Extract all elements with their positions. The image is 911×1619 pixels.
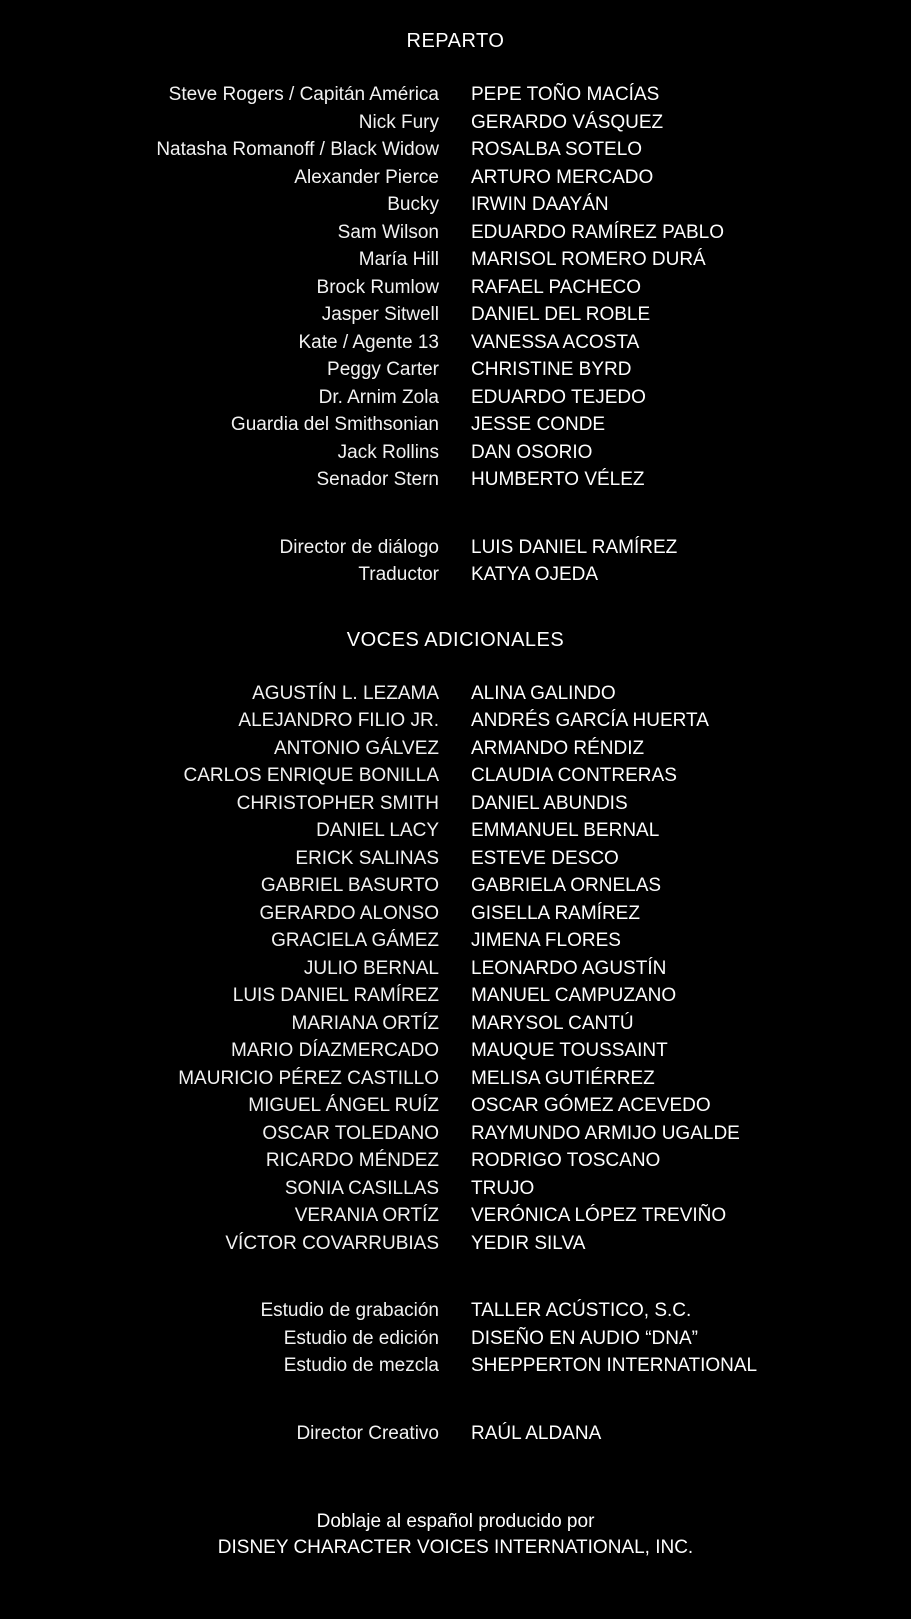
voice-name-right: EMMANUEL BERNAL <box>471 820 660 841</box>
table-row <box>0 1147 911 1175</box>
voice-name-right: RAYMUNDO ARMIJO UGALDE <box>471 1122 740 1144</box>
spacer <box>0 652 911 680</box>
voice-name-right: MARYSOL CANTÚ <box>471 1012 634 1034</box>
voice-name-right: LEONARDO AGUSTÍN <box>471 957 667 979</box>
studio-name: DISEÑO EN AUDIO “DNA” <box>471 1327 698 1349</box>
cast-role: Senador Stern <box>316 469 439 490</box>
voice-name-right: GISELLA RAMÍREZ <box>471 902 640 924</box>
voice-name-right: ANDRÉS GARCÍA HUERTA <box>471 710 709 731</box>
voice-name-right: RODRIGO TOSCANO <box>471 1150 661 1171</box>
table-row <box>0 900 911 928</box>
voice-name-right: MANUEL CAMPUZANO <box>471 985 677 1006</box>
spacer <box>0 1447 911 1487</box>
voice-name-left: MARIO DÍAZMERCADO <box>231 1040 439 1061</box>
voice-name-left: CARLOS ENRIQUE BONILLA <box>183 765 439 786</box>
voice-name-right: ALINA GALINDO <box>471 682 616 704</box>
table-row <box>0 1230 911 1258</box>
voice-name-left: DANIEL LACY <box>316 820 439 841</box>
spacer <box>0 494 911 534</box>
table-row <box>0 1010 911 1038</box>
additional-voices-table <box>0 680 911 1258</box>
voice-name-left: MIGUEL ÁNGEL RUÍZ <box>248 1095 439 1116</box>
creative-body <box>0 1420 911 1448</box>
footer-credit <box>0 1509 911 1561</box>
table-row <box>0 384 911 412</box>
cast-actor: JESSE CONDE <box>471 414 606 435</box>
cast-role: Nick Fury <box>358 111 439 133</box>
table-row <box>0 1325 911 1353</box>
additional-voices-heading: VOCES ADICIONALES <box>346 628 565 651</box>
voice-name-left: JULIO BERNAL <box>303 957 439 979</box>
cast-role: Guardia del Smithsonian <box>230 414 439 435</box>
cast-table <box>0 81 911 494</box>
crew-role: Director de diálogo <box>279 536 439 558</box>
table-row <box>0 707 911 735</box>
voice-name-right: TRUJO <box>471 1177 535 1199</box>
crew-name: KATYA OJEDA <box>471 564 599 585</box>
voice-name-left: AGUSTÍN L. LEZAMA <box>252 682 439 704</box>
voice-name-right: OSCAR GÓMEZ ACEVEDO <box>471 1095 711 1116</box>
spacer <box>0 1257 911 1297</box>
cast-actor: PEPE TOÑO MACÍAS <box>471 84 660 105</box>
table-row <box>0 872 911 900</box>
cast-heading: REPARTO <box>406 30 505 52</box>
cast-role: Natasha Romanoff / Black Widow <box>156 139 439 160</box>
creative-role: Director Creativo <box>296 1422 439 1444</box>
voice-name-left: OSCAR TOLEDANO <box>262 1122 439 1144</box>
cast-role: Brock Rumlow <box>316 276 439 298</box>
table-row <box>0 411 911 439</box>
table-row <box>0 466 911 494</box>
table-row <box>0 790 911 818</box>
table-row <box>0 1092 911 1120</box>
voice-name-left: LUIS DANIEL RAMÍREZ <box>232 985 439 1006</box>
spacer <box>0 1487 911 1509</box>
studio-role: Estudio de edición <box>283 1327 439 1349</box>
spacer <box>0 589 911 629</box>
studios-table <box>0 1297 911 1380</box>
voice-name-right: MAUQUE TOUSSAINT <box>471 1040 668 1061</box>
voice-name-left: ANTONIO GÁLVEZ <box>273 737 439 759</box>
voice-name-left: RICARDO MÉNDEZ <box>265 1150 439 1171</box>
voice-name-left: GABRIEL BASURTO <box>260 875 439 896</box>
voice-name-right: GABRIELA ORNELAS <box>471 875 662 896</box>
table-row <box>0 534 911 562</box>
table-row <box>0 817 911 845</box>
cast-actor: VANESSA ACOSTA <box>471 331 640 353</box>
crew-role: Traductor <box>358 564 439 585</box>
voice-name-right: ESTEVE DESCO <box>471 847 619 869</box>
crew-name: LUIS DANIEL RAMÍREZ <box>471 536 678 558</box>
cast-role: Jack Rollins <box>337 441 439 463</box>
cast-actor: GERARDO VÁSQUEZ <box>471 111 664 133</box>
table-row <box>0 1352 911 1380</box>
table-row <box>0 927 911 955</box>
voice-name-right: ARMANDO RÉNDIZ <box>471 737 645 759</box>
cast-actor: EDUARDO TEJEDO <box>471 386 646 408</box>
voice-name-right: MELISA GUTIÉRREZ <box>471 1067 655 1089</box>
table-row <box>0 81 911 109</box>
voice-name-right: VERÓNICA LÓPEZ TREVIÑO <box>471 1205 727 1226</box>
table-row <box>0 1037 911 1065</box>
table-row <box>0 301 911 329</box>
studio-name: TALLER ACÚSTICO, S.C. <box>471 1300 692 1321</box>
table-row <box>0 439 911 467</box>
voice-name-left: CHRISTOPHER SMITH <box>236 792 439 814</box>
cast-actor: ROSALBA SOTELO <box>471 139 643 160</box>
footer-line-1: Doblaje al español producido por <box>316 1511 595 1532</box>
cast-role: Dr. Arnim Zola <box>318 386 439 408</box>
spacer <box>0 1380 911 1420</box>
voice-name-left: ERICK SALINAS <box>295 847 439 869</box>
table-row <box>0 762 911 790</box>
table-row <box>0 955 911 983</box>
cast-actor: CHRISTINE BYRD <box>471 359 632 380</box>
table-row <box>0 735 911 763</box>
voice-name-left: MARIANA ORTÍZ <box>291 1012 439 1034</box>
cast-role: Peggy Carter <box>327 359 439 380</box>
voice-name-right: CLAUDIA CONTRERAS <box>471 765 677 786</box>
cast-actor: DAN OSORIO <box>471 441 593 463</box>
cast-role: Kate / Agente 13 <box>298 331 439 353</box>
dialogue-crew-body <box>0 534 911 589</box>
table-row <box>0 1202 911 1230</box>
table-row <box>0 109 911 137</box>
voice-name-left: ALEJANDRO FILIO JR. <box>238 710 439 731</box>
table-row <box>0 1065 911 1093</box>
table-row <box>0 356 911 384</box>
voice-name-right: YEDIR SILVA <box>471 1232 586 1254</box>
table-row <box>0 680 911 708</box>
voice-name-left: VÍCTOR COVARRUBIAS <box>225 1232 439 1254</box>
cast-actor: MARISOL ROMERO DURÁ <box>471 249 706 270</box>
table-row <box>0 845 911 873</box>
table-row <box>0 219 911 247</box>
voice-name-left: GERARDO ALONSO <box>259 902 439 924</box>
table-row <box>0 982 911 1010</box>
table-row <box>0 246 911 274</box>
studio-role: Estudio de grabación <box>260 1300 439 1321</box>
studio-name: SHEPPERTON INTERNATIONAL <box>471 1355 758 1376</box>
table-row <box>0 1420 911 1448</box>
cast-role: Bucky <box>387 194 439 215</box>
voice-name-left: VERANIA ORTÍZ <box>294 1205 439 1226</box>
studios-body <box>0 1297 911 1380</box>
cast-actor: ARTURO MERCADO <box>471 166 654 188</box>
dialogue-crew-table <box>0 534 911 589</box>
creative-name: RAÚL ALDANA <box>471 1422 602 1444</box>
footer-line-2: DISNEY CHARACTER VOICES INTERNATIONAL, INC. <box>217 1537 694 1558</box>
voice-name-left: MAURICIO PÉREZ CASTILLO <box>178 1067 439 1089</box>
cast-role: Alexander Pierce <box>294 166 439 188</box>
cast-role: Steve Rogers / Capitán América <box>168 84 439 105</box>
voice-name-left: GRACIELA GÁMEZ <box>271 930 439 951</box>
cast-actor: RAFAEL PACHECO <box>471 276 641 298</box>
table-row <box>0 329 911 357</box>
cast-actor: DANIEL DEL ROBLE <box>471 304 651 325</box>
voice-name-right: JIMENA FLORES <box>471 930 621 951</box>
additional-voices-body <box>0 680 911 1258</box>
table-row <box>0 164 911 192</box>
cast-role: Sam Wilson <box>337 221 439 243</box>
spacer <box>0 53 911 81</box>
cast-actor: EDUARDO RAMÍREZ PABLO <box>471 221 725 243</box>
table-row <box>0 1297 911 1325</box>
cast-role: María Hill <box>358 249 439 270</box>
cast-role: Jasper Sitwell <box>321 304 439 325</box>
table-row <box>0 1120 911 1148</box>
table-row <box>0 561 911 589</box>
cast-actor: IRWIN DAAYÁN <box>471 194 609 215</box>
table-row <box>0 136 911 164</box>
creative-table <box>0 1420 911 1448</box>
table-row <box>0 274 911 302</box>
cast-table-body <box>0 81 911 494</box>
table-row <box>0 191 911 219</box>
cast-actor: HUMBERTO VÉLEZ <box>471 469 645 490</box>
table-row <box>0 1175 911 1203</box>
voice-name-right: DANIEL ABUNDIS <box>471 792 628 814</box>
voice-name-left: SONIA CASILLAS <box>284 1177 439 1199</box>
studio-role: Estudio de mezcla <box>283 1355 439 1376</box>
